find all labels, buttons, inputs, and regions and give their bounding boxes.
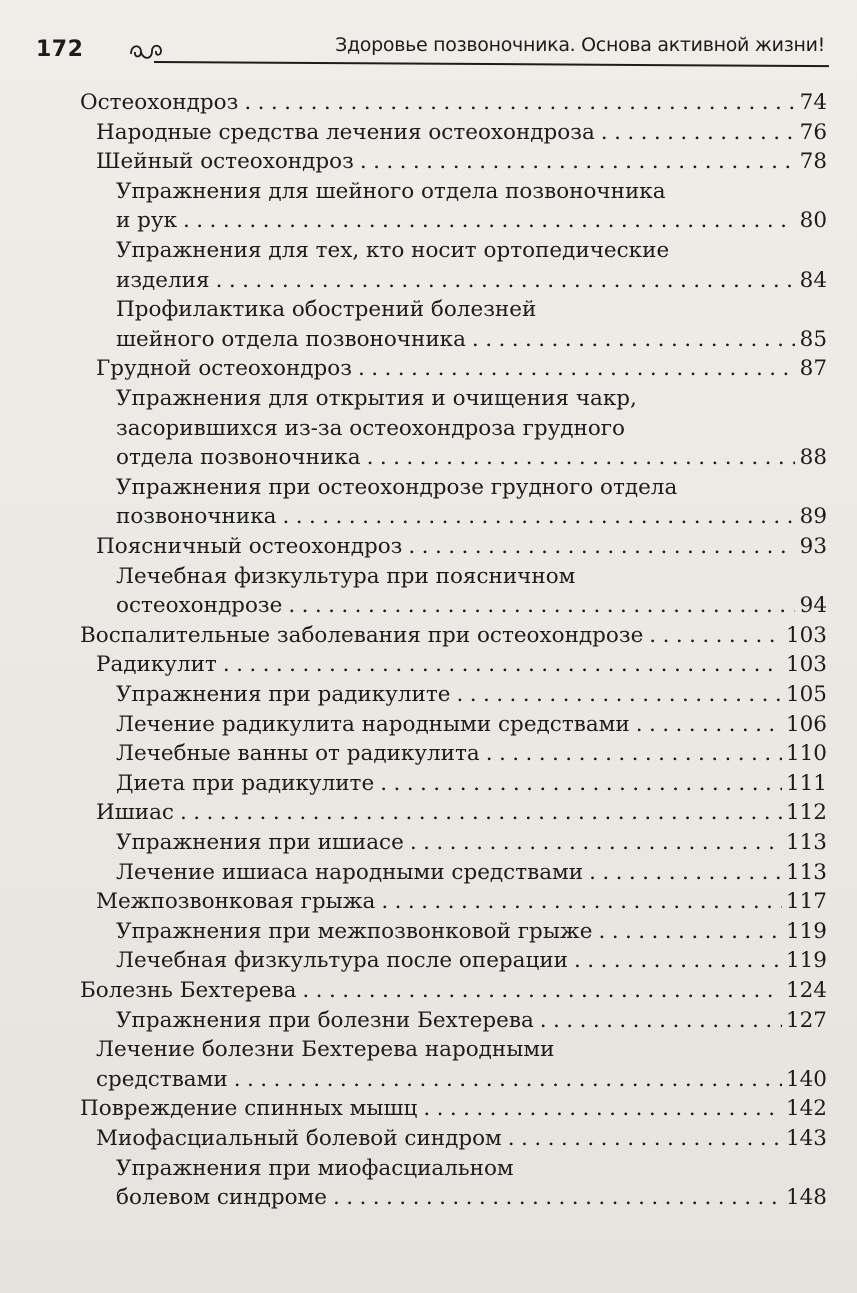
toc-entry-title: и рук (116, 208, 178, 234)
toc-entry[interactable] (96, 1124, 827, 1154)
leader-dots (649, 621, 782, 651)
toc-entry[interactable] (116, 946, 827, 976)
toc-entry-title: Миофасциальный болевой синдром (96, 1126, 502, 1151)
toc-entry[interactable] (116, 384, 827, 473)
toc-entry[interactable] (116, 710, 827, 740)
toc-entry-title-line: Упражнения при миофасциальном (116, 1155, 514, 1181)
toc-entry[interactable] (96, 532, 827, 562)
leader-dots (410, 828, 782, 858)
toc-entry[interactable] (116, 769, 827, 799)
leader-dots (574, 946, 782, 976)
toc-entry-row (96, 118, 827, 148)
leader-dots (598, 917, 782, 947)
toc-page-number: 140 (785, 1066, 827, 1092)
toc-entry-row (116, 680, 827, 710)
toc-page-number: 76 (799, 119, 827, 145)
toc-entry[interactable] (116, 236, 827, 295)
toc-entry[interactable] (96, 147, 827, 177)
toc-page-number: 110 (785, 741, 827, 767)
toc-page-number: 113 (785, 830, 827, 855)
leader-dots (601, 118, 795, 148)
toc-page-number: 117 (785, 889, 827, 915)
toc-entry-title: шейного отдела позвоночника (116, 326, 466, 352)
leader-dots (360, 147, 795, 177)
toc-entry-title: Межпозвонковая грыжа (96, 889, 376, 915)
toc-entry[interactable] (80, 1094, 827, 1124)
toc-entry-row (116, 502, 827, 532)
toc-entry-title: Ишиас (96, 800, 174, 826)
toc-entry-row (96, 1124, 827, 1154)
toc-entry-row (116, 739, 827, 769)
toc-entry[interactable] (116, 473, 827, 532)
toc-entry-row (116, 591, 827, 621)
toc-page-number: 112 (785, 800, 827, 826)
toc-page-number: 88 (799, 445, 827, 471)
toc-entry[interactable] (96, 798, 827, 828)
leader-dots (180, 798, 782, 828)
leader-dots (244, 88, 795, 118)
leader-dots (282, 502, 795, 532)
toc-entry-title: изделия (116, 267, 210, 293)
toc-entry-row (116, 710, 827, 740)
toc-entry[interactable] (96, 650, 827, 680)
toc-entry[interactable] (116, 828, 827, 858)
toc-entry-row (80, 88, 827, 118)
leader-dots (333, 1183, 782, 1213)
toc-entry-row (116, 769, 827, 799)
toc-entry-title-line: Лечение болезни Бехтерева народными (96, 1037, 555, 1063)
leader-dots (408, 532, 795, 562)
toc-page-number: 119 (785, 918, 827, 944)
toc-entry-row (116, 325, 827, 355)
toc-page-number: 103 (785, 622, 827, 648)
toc-page-number: 105 (785, 682, 827, 707)
leader-dots (234, 1065, 782, 1095)
toc-entry-title: отдела позвоночника (116, 445, 361, 471)
toc-page-number: 94 (799, 593, 827, 619)
toc-entry[interactable] (116, 1006, 827, 1036)
toc-page-number: 143 (785, 1126, 827, 1151)
toc-page-number: 78 (799, 149, 827, 175)
leader-dots (636, 710, 782, 740)
toc-entry-title: Повреждение спинных мышц (80, 1096, 418, 1122)
toc-page-number: 89 (799, 504, 827, 530)
leader-dots (216, 266, 795, 296)
toc-page-number: 113 (785, 859, 827, 885)
toc-entry-row (96, 354, 827, 384)
toc-page-number: 124 (785, 978, 827, 1003)
toc-page-number: 106 (785, 711, 827, 737)
toc-entry-title: Воспалительные заболевания при остеохондрозе (80, 622, 644, 648)
toc-entry-row (96, 532, 827, 562)
leader-dots (380, 769, 782, 799)
toc-entry[interactable] (96, 118, 827, 148)
toc-entry[interactable] (116, 562, 827, 621)
toc-page-number: 148 (785, 1185, 827, 1211)
toc-entry[interactable] (80, 88, 827, 118)
toc-entry[interactable] (80, 976, 827, 1006)
toc-entry-row (116, 946, 827, 976)
toc-entry-title: остеохондрозе (116, 593, 283, 619)
toc-entry-title: Народные средства лечения остеохондроза (96, 119, 595, 145)
toc-entry-title: Упражнения при межпозвонковой грыже (116, 918, 593, 944)
toc-entry[interactable] (96, 1035, 827, 1094)
toc-entry-title: Лечение радикулита народными средствами (116, 711, 630, 737)
toc-entry-title: Упражнения при болезни Бехтерева (116, 1007, 534, 1033)
toc-entry[interactable] (116, 917, 827, 947)
toc-entry-row (96, 147, 827, 177)
toc-entry-title-line: Упражнения для открытия и очищения чакр, (116, 386, 637, 411)
toc-page-number: 84 (799, 267, 827, 293)
toc-entry-row (80, 1094, 827, 1124)
toc-entry-title: Шейный остеохондроз (96, 149, 354, 175)
toc-entry-title: Болезнь Бехтерева (80, 978, 297, 1003)
toc-entry-row (116, 206, 827, 236)
toc-entry-title: Лечение ишиаса народными средствами (116, 859, 584, 885)
leader-dots (508, 1124, 782, 1154)
toc-entry-row (96, 650, 827, 680)
toc-entry-title: Остеохондроз (80, 90, 239, 115)
toc-entry-title: средствами (96, 1066, 228, 1092)
toc-entry[interactable] (116, 177, 827, 236)
running-title: Здоровье позвоночника. Основа активной жизни! (335, 34, 825, 56)
toc-entry[interactable] (116, 858, 827, 888)
toc-entry-row (80, 621, 827, 651)
toc-entry-row (116, 266, 827, 296)
toc-entry-row (116, 917, 827, 947)
toc-page-number: 111 (785, 770, 827, 796)
toc-page-number: 103 (785, 652, 827, 678)
toc-entry-title: Поясничный остеохондроз (96, 534, 403, 559)
toc-entry-row (116, 828, 827, 858)
toc-page-number: 87 (799, 356, 827, 382)
leader-dots (540, 1006, 782, 1036)
leader-dots (358, 354, 795, 384)
toc-entry-row (96, 1065, 827, 1095)
leader-dots (288, 591, 795, 621)
toc-entry[interactable] (96, 887, 827, 917)
toc-entry-title: болевом синдроме (116, 1185, 327, 1211)
leader-dots (183, 206, 795, 236)
toc-entry-title: позвоночника (116, 504, 277, 530)
toc-entry-title-line: Профилактика обострений болезней (116, 297, 537, 323)
toc-entry-title: Лечебная физкультура после операции (116, 948, 568, 974)
leader-dots (302, 976, 782, 1006)
toc-entry-title: Диета при радикулите (116, 770, 375, 796)
toc-page-number: 85 (799, 326, 827, 352)
toc-entry-title: Упражнения при радикулите (116, 682, 451, 707)
toc-entry-title-line: Лечебная физкультура при поясничном (116, 563, 576, 589)
toc-entry[interactable] (80, 621, 827, 651)
toc-entry[interactable] (116, 680, 827, 710)
toc-entry-title-line: Упражнения для тех, кто носит ортопедические (116, 238, 670, 263)
toc-page-number: 119 (785, 948, 827, 974)
toc-entry-row (116, 1006, 827, 1036)
toc-entry[interactable] (116, 739, 827, 769)
toc-entry-row (116, 858, 827, 888)
toc-entry-title-line: Упражнения для шейного отдела позвоночника (116, 178, 666, 204)
toc-entry-row (80, 976, 827, 1006)
leader-dots (381, 887, 782, 917)
toc-page-number: 127 (785, 1007, 827, 1033)
toc-entry-title: Лечебные ванны от радикулита (116, 741, 480, 767)
toc-entry-row (116, 443, 827, 473)
toc-page-number: 74 (799, 90, 827, 115)
toc-entry-title-line: Упражнения при остеохондрозе грудного отдела (116, 474, 678, 500)
toc-entry[interactable] (116, 295, 827, 354)
toc-entry-row (96, 887, 827, 917)
leader-dots (472, 325, 795, 355)
leader-dots (423, 1094, 782, 1124)
toc-page-number: 93 (799, 534, 827, 559)
page-number: 172 (36, 37, 84, 62)
toc-entry[interactable] (116, 1154, 827, 1213)
toc-entry-title: Радикулит (96, 652, 217, 678)
toc-entry-title-line: засорившихся из-за остеохондроза грудного (116, 415, 625, 441)
leader-dots (486, 739, 782, 769)
leader-dots (367, 443, 795, 473)
toc-entry[interactable] (96, 354, 827, 384)
toc-entry-row (116, 1183, 827, 1213)
toc-entry-title: Упражнения при ишиасе (116, 830, 404, 855)
toc-page-number: 142 (785, 1096, 827, 1122)
toc-entry-row (96, 798, 827, 828)
leader-dots (223, 650, 782, 680)
toc-entry-title: Грудной остеохондроз (96, 356, 352, 382)
leader-dots (456, 680, 782, 710)
leader-dots (589, 858, 782, 888)
toc-page-number: 80 (799, 208, 827, 234)
